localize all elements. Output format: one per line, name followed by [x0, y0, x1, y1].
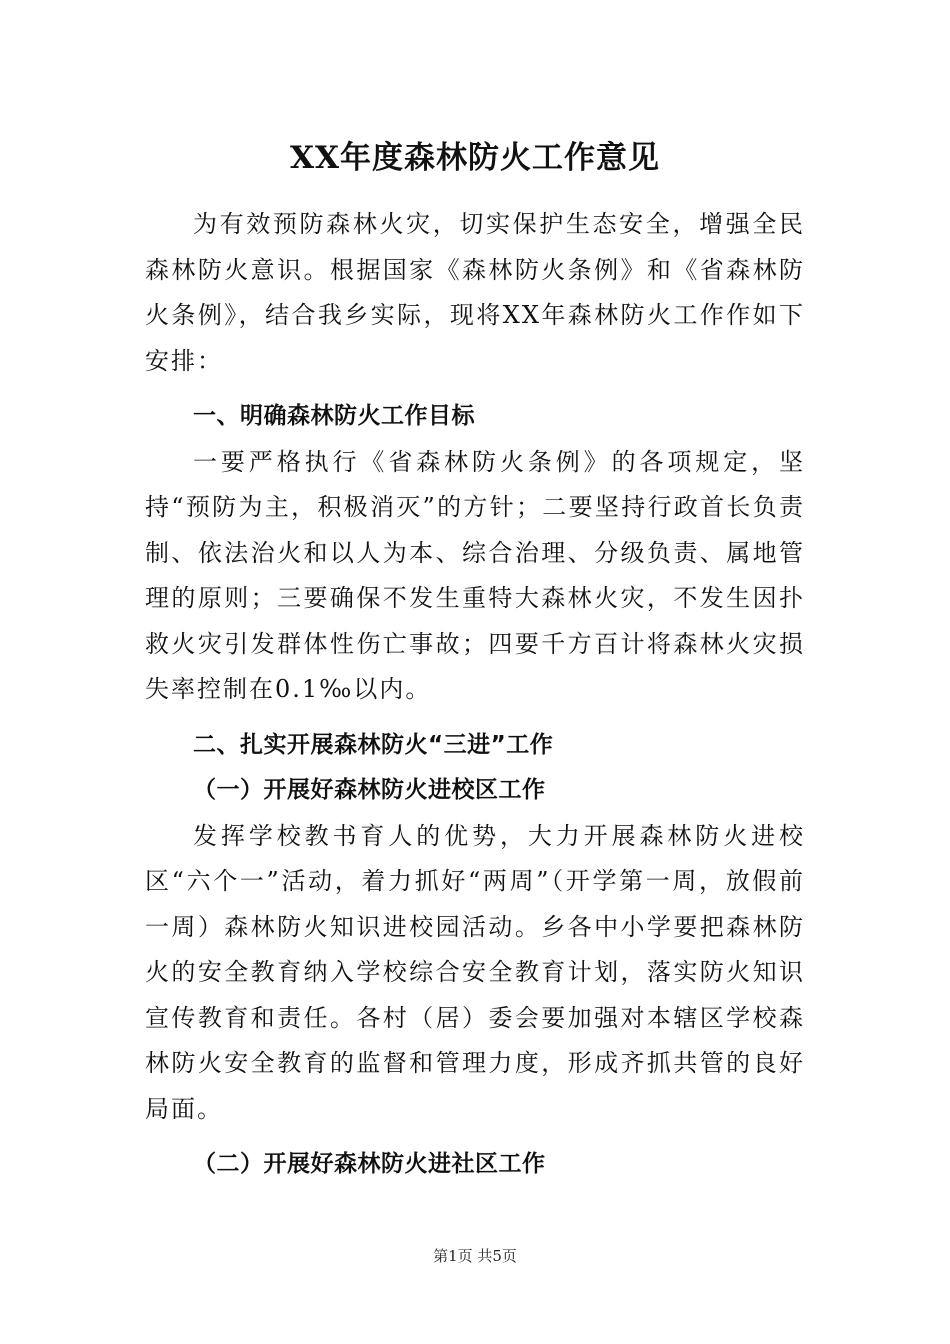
section-1-heading: 一、明确森林防火工作目标 — [193, 403, 475, 429]
section-2-heading: 二、扎实开展森林防火“三进”工作 — [193, 731, 554, 758]
section-1-paragraph: 一要严格执行《省森林防火条例》的各项规定，坚持“预防为主，积极消灭”的方针；二要坚持行政首长负责制、依法治火和以人为本、综合治理、分级负责、属地管理的原则；三要确保不发生重特大森林火灾，不发生因扑救火灾引发群体性伤亡事故；四要千方百计将森林火灾损失率控制在0.1‰以内。 — [145, 447, 805, 703]
spacer — [145, 384, 805, 394]
subsection-1-heading: （一）开展好森林防火进校区工作 — [193, 777, 546, 803]
document-title: XX年度森林防火工作意见 — [289, 140, 661, 176]
subsection-2-heading: （二）开展好森林防火进社区工作 — [193, 1151, 546, 1177]
spacer — [145, 713, 805, 723]
subsection-1-paragraph: 发挥学校教书育人的优势，大力开展森林防火进校区“六个一”活动，着力抓好“两周”（开学第一周，放假前一周）森林防火知识进校园活动。乡各中小学要把森林防火的安全教育纳入学校综合安全教育计划，落实防火知识宣传教育和责任。各村（居）委会要加强对本辖区学校森林防火安全教育的监督和管理力度，形成齐抓共管的良好局面。 — [145, 821, 805, 1123]
page-number: 第1页 共5页 — [433, 1247, 517, 1265]
spacer — [145, 1132, 805, 1142]
intro-paragraph: 为有效预防森林火灾，切实保护生态安全，增强全民森林防火意识。根据国家《森林防火条例》和《省森林防火条例》，结合我乡实际，现将XX年森林防火工作作如下安排： — [145, 210, 805, 375]
document-body — [145, 202, 805, 1188]
